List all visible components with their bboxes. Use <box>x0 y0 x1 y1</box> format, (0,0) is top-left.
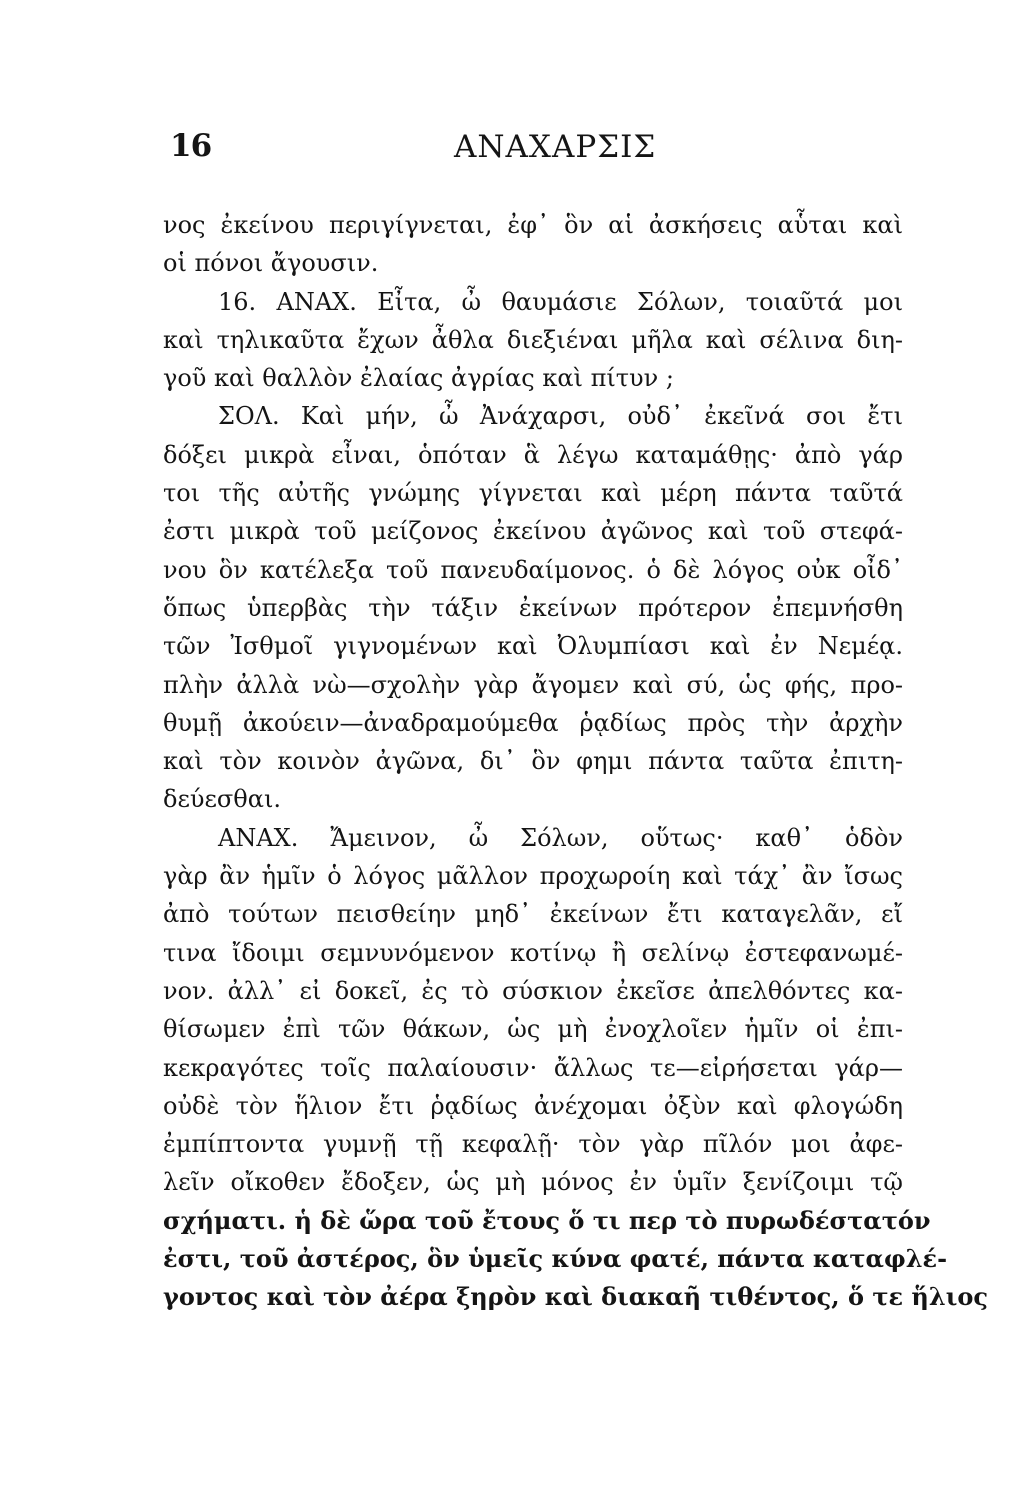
text-line: γὰρ ἂν ἡμῖν ὁ λόγος μᾶλλον προχωροίη καὶ τάχ᾽ ἂν ἴσως <box>163 862 903 891</box>
text-line: οὐδὲ τὸν ἥλιον ἔτι ῥᾳδίως ἀνέχομαι ὀξὺν καὶ φλογώδη <box>163 1091 903 1120</box>
text-line: ΣΟΛ. Καὶ μήν, ὦ Ἀνάχαρσι, οὐδ᾽ ἐκεῖνά σοι ἔτι <box>218 402 903 431</box>
text-line: θίσωμεν ἐπὶ τῶν θάκων, ὡς μὴ ἐνοχλοῖεν ἡμῖν οἱ ἐπι- <box>163 1015 903 1044</box>
running-head <box>170 128 910 168</box>
text-line: καὶ τὸν κοινὸν ἀγῶνα, δι᾽ ὃν φημι πάντα ταῦτα ἐπιτη- <box>163 747 903 776</box>
text-line: δόξει μικρὰ εἶναι, ὁπόταν ἃ λέγω καταμάθῃς· ἀπὸ γάρ <box>163 440 903 469</box>
text-line: γοντος καὶ τὸν ἀέρα ξηρὸν καὶ διακαῆ τιθέντος, ὅ τε ἥλιος <box>163 1282 988 1312</box>
text-line: ὅπως ὑπερβὰς τὴν τάξιν ἐκείνων πρότερον ἐπεμνήσθη <box>163 593 903 622</box>
text-line: νον. ἀλλ᾽ εἰ δοκεῖ, ἐς τὸ σύσκιον ἐκεῖσε ἀπελθόντες κα- <box>163 976 903 1005</box>
text-line: τινα ἴδοιμι σεμνυνόμενον κοτίνῳ ἢ σελίνῳ ἐστεφανωμέ- <box>163 938 903 967</box>
text-line: λεῖν οἴκοθεν ἔδοξεν, ὡς μὴ μόνος ἐν ὑμῖν ξενίζοιμι τῷ <box>163 1168 903 1197</box>
text-line: 16. ΑΝΑΧ. Εἶτα, ὦ θαυμάσιε Σόλων, τοιαῦτά μοι <box>218 287 903 316</box>
text-line: οἱ πόνοι ἄγουσιν. <box>163 249 379 278</box>
text-line: νου ὃν κατέλεξα τοῦ πανευδαίμονος. ὁ δὲ λόγος οὐκ οἶδ᾽ <box>163 555 903 584</box>
text-line: κεκραγότες τοῖς παλαίουσιν· ἄλλως τε—εἰρήσεται γάρ— <box>163 1053 903 1082</box>
text-line: θυμῇ ἀκούειν—ἀναδραμούμεθα ῥᾳδίως πρὸς τὴν ἀρχὴν <box>163 708 903 737</box>
text-line: ἐστι, τοῦ ἀστέρος, ὃν ὑμεῖς κύνα φατέ, πάντα καταφλέ- <box>163 1244 948 1274</box>
text-line: πλὴν ἀλλὰ νὼ—σχολὴν γὰρ ἄγομεν καὶ σύ, ὡς φής, προ- <box>163 670 903 699</box>
text-line: σχήματι. ἡ δὲ ὥρα τοῦ ἔτους ὅ τι περ τὸ πυρωδέστατόν <box>163 1205 931 1235</box>
body-text <box>163 206 988 1317</box>
text-line: ἐστι μικρὰ τοῦ μείζονος ἐκείνου ἀγῶνος καὶ τοῦ στεφά- <box>163 517 903 546</box>
text-line: καὶ τηλικαῦτα ἔχων ἆθλα διεξιέναι μῆλα καὶ σέλινα διη- <box>163 325 903 354</box>
running-title: ΑΝΑΧΑΡΣΙΣ <box>454 129 657 165</box>
text-line: τῶν Ἰσθμοῖ γιγνομένων καὶ Ὀλυμπίασι καὶ ἐν Νεμέᾳ. <box>163 632 903 661</box>
page-number: 16 <box>170 128 212 164</box>
text-line: ἀπὸ τούτων πεισθείην μηδ᾽ ἐκείνων ἔτι καταγελᾶν, εἴ <box>163 900 903 929</box>
text-line: γοῦ καὶ θαλλὸν ἐλαίας ἀγρίας καὶ πίτυν ; <box>163 364 674 393</box>
text-line: νος ἐκείνου περιγίγνεται, ἐφ᾽ ὃν αἱ ἀσκήσεις αὗται καὶ <box>163 211 903 239</box>
text-line: ἐμπίπτοντα γυμνῇ τῇ κεφαλῇ· τὸν γὰρ πῖλόν μοι ἀφε- <box>163 1130 903 1159</box>
text-line: ΑΝΑΧ. Ἄμεινον, ὦ Σόλων, οὕτως· καθ᾽ ὁδὸν <box>218 823 903 852</box>
text-line: τοι τῆς αὐτῆς γνώμης γίγνεται καὶ μέρη πάντα ταῦτά <box>163 479 903 508</box>
text-line: δεύεσθαι. <box>163 785 281 814</box>
